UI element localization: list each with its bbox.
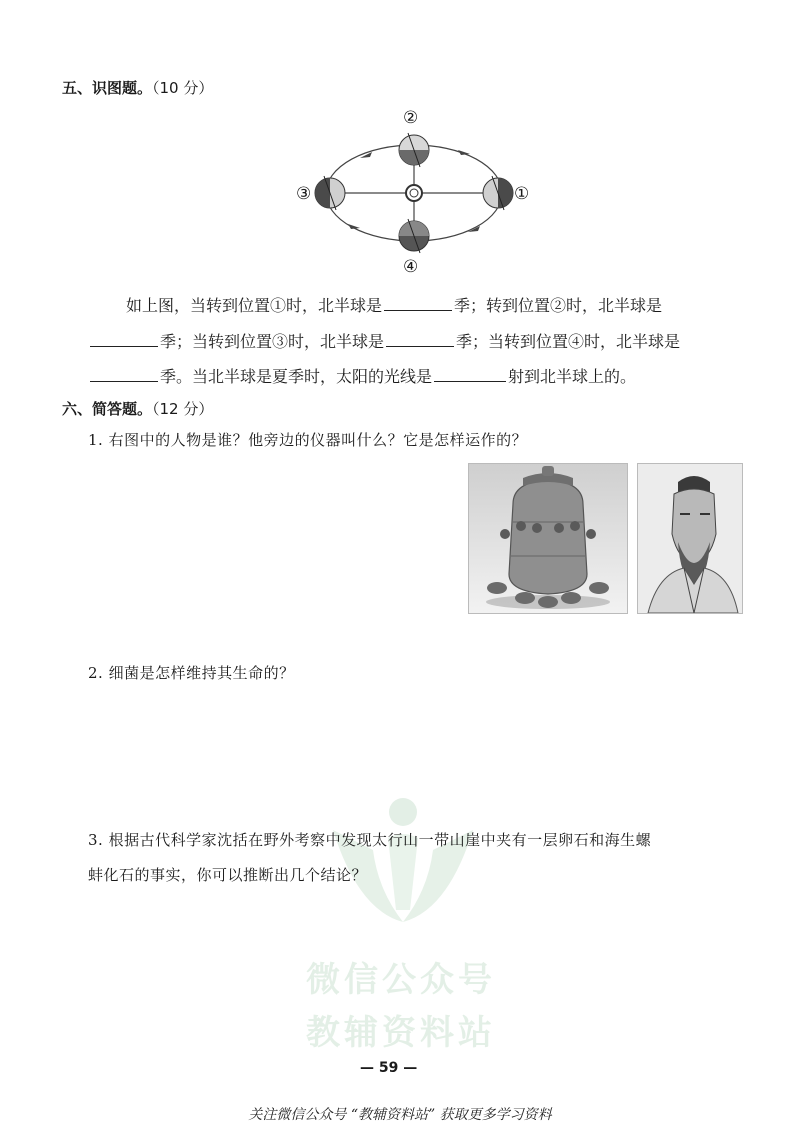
earth-position-2 — [399, 133, 429, 167]
section-5-points: （10 分） — [152, 79, 214, 97]
line2-text-b: 季；当转到位置④时，北半球是 — [456, 332, 681, 351]
label-position-3: ③ — [296, 184, 312, 204]
blank-5[interactable] — [434, 367, 506, 382]
label-position-1: ① — [514, 184, 530, 204]
section-5-heading — [62, 77, 213, 98]
earth-position-1 — [483, 176, 513, 210]
line3-text-b: 射到北半球上的。 — [508, 367, 637, 386]
orbit-svg — [290, 108, 540, 278]
line2-text-a: 季；当转到位置③时，北半球是 — [160, 332, 385, 351]
line1-text-b: 季；转到位置②时，北半球是 — [454, 296, 663, 315]
line3-text-a: 季。当北半球是夏季时，太阳的光线是 — [160, 367, 433, 386]
question-2: 2. 细菌是怎样维持其生命的？ — [88, 664, 295, 682]
question-3-line-2: 蚌化石的事实，你可以推断出几个结论？ — [88, 866, 368, 884]
portrait-image — [637, 463, 743, 614]
blank-2[interactable] — [90, 332, 158, 347]
page-dash-right: — — [398, 1060, 418, 1076]
line1-text-a: 如上图，当转到位置①时，北半球是 — [126, 296, 383, 315]
section-6-title: 六、简答题。 — [62, 400, 153, 418]
page-dash-left: — — [360, 1060, 379, 1076]
fill-line-3 — [88, 364, 636, 387]
label-position-4: ④ — [403, 257, 419, 277]
seismograph-svg — [469, 464, 627, 613]
blank-4[interactable] — [90, 367, 158, 382]
watermark-text-line-1: 微信公众号 — [306, 960, 496, 1000]
page-number: 59 — [378, 1060, 399, 1076]
earth-orbit-diagram — [290, 108, 540, 278]
earth-position-4 — [399, 219, 429, 253]
label-position-2: ② — [403, 108, 419, 128]
fill-line-2 — [88, 329, 680, 352]
question-1: 1. 右图中的人物是谁？他旁边的仪器叫什么？它是怎样运作的？ — [88, 431, 528, 449]
fill-line-1 — [126, 293, 662, 316]
seismograph-image — [468, 463, 628, 614]
blank-1[interactable] — [384, 296, 452, 311]
section-6-points: （12 分） — [152, 400, 214, 418]
footer-promo: 关注微信公众号 “教辅资料站” 获取更多学习资料 — [248, 1107, 552, 1123]
question-3-line-1: 3. 根据古代科学家沈括在野外考察中发现太行山一带山崖中夹有一层卵石和海生螺 — [88, 831, 652, 849]
section-5-title: 五、识图题。 — [62, 79, 153, 97]
section-6-heading — [62, 398, 213, 419]
earth-position-3 — [315, 176, 345, 210]
blank-3[interactable] — [386, 332, 454, 347]
watermark-text-line-2: 教辅资料站 — [306, 1013, 496, 1053]
portrait-svg — [638, 464, 742, 613]
page-number-row — [360, 1060, 417, 1076]
